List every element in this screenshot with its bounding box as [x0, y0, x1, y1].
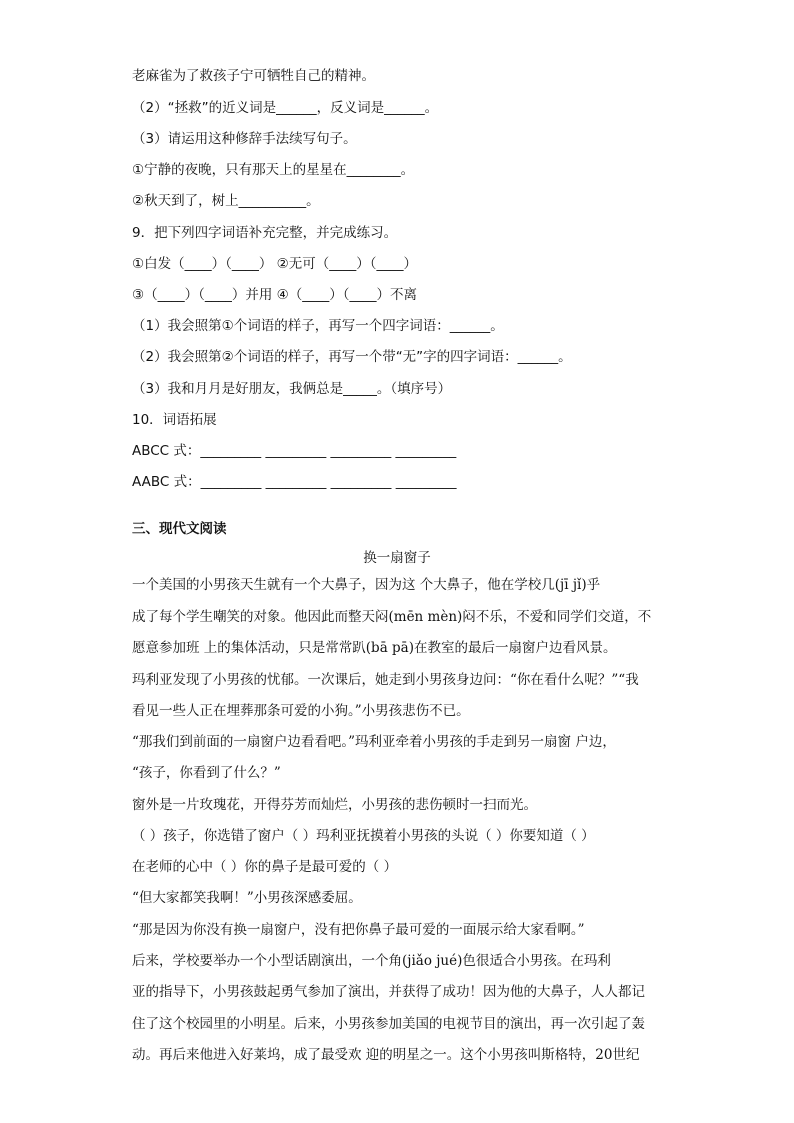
passage-title: 换一扇窗子: [363, 550, 431, 566]
passage-line: 玛利亚发现了小男孩的忧郁。一次课后，她走到小男孩身边问：“你在看什么呢？”“我: [132, 672, 639, 688]
passage-line: 一个美国的小男孩天生就有一个大鼻子，因为这 个大鼻子，他在学校几(jī jǐ)乎: [132, 577, 601, 593]
question-synonym: （2）“拯救”的近义词是______，反义词是______。: [132, 100, 439, 116]
idiom-row-2: ③（____）（____）并用 ④（____）（____）不离: [132, 287, 417, 303]
sentence-continue-1: ①宁静的夜晚，只有那天上的星星在________。: [132, 162, 415, 178]
passage-line: （ ）孩子，你选错了窗户（ ）玛利亚抚摸着小男孩的头说（ ）你要知道（ ）: [132, 828, 595, 844]
abcc-blanks: ABCC 式：_________ _________ _________ _________: [132, 443, 457, 459]
question-rhetoric: （3）请运用这种修辞手法续写句子。: [132, 131, 357, 147]
passage-line: 成了每个学生嘲笑的对象。他因此而整天闷(mēn mèn)闷不乐，不爱和同学们交道，不: [132, 609, 652, 625]
passage-line: “孩子，你看到了什么？”: [132, 765, 281, 781]
passage-line: 在老师的心中（ ）你的鼻子是最可爱的（ ）: [132, 859, 398, 875]
section-title: 三、现代文阅读: [132, 521, 227, 537]
idiom-question-3: （3）我和月月是好朋友，我俩总是_____。（填序号）: [132, 381, 452, 397]
passage-line: 愿意参加班 上的集体活动，只是常常趴(bā pā)在教室的最后一扇窗户边看风景。: [132, 640, 617, 656]
passage-line: 动。再后来他进入好莱坞，成了最受欢 迎的明星之一。这个小男孩叫斯格特，20世纪: [132, 1047, 640, 1063]
passage-line: 亚的指导下，小男孩鼓起勇气参加了演出，并获得了成功！因为他的大鼻子，人人都记: [132, 984, 645, 1000]
question-9-title: 9．把下列四字词语补充完整，并完成练习。: [132, 225, 398, 241]
text-line: 老麻雀为了救孩子宁可牺牲自己的精神。: [132, 68, 375, 84]
passage-line: “那我们到前面的一扇窗户边看看吧。”玛利亚牵着小男孩的手走到另一扇窗 户边，: [132, 734, 616, 750]
passage-line: “那是因为你没有换一扇窗户，没有把你鼻子最可爱的一面展示给大家看啊。”: [132, 922, 585, 938]
passage-line: 住了这个校园里的小明星。后来，小男孩参加美国的电视节目的演出，再一次引起了轰: [132, 1016, 645, 1032]
idiom-question-2: （2）我会照第②个词语的样子，再写一个带“无”字的四字词语：______。: [132, 349, 572, 365]
passage-line: 窗外是一片玫瑰花，开得芬芳而灿烂，小男孩的悲伤顿时一扫而光。: [132, 797, 537, 813]
idiom-question-1: （1）我会照第①个词语的样子，再写一个四字词语：______。: [132, 318, 504, 334]
question-10-title: 10．词语拓展: [132, 412, 217, 428]
passage-line: 看见一些人正在埋葬那条可爱的小狗。”小男孩悲伤不已。: [132, 703, 470, 719]
aabc-blanks: AABC 式：_________ _________ _________ _________: [132, 474, 457, 490]
passage-line: “但大家都笑我啊！”小男孩深感委屈。: [132, 890, 362, 906]
idiom-row-1: ①白发（____）（____） ②无可（____）（____）: [132, 256, 417, 272]
passage-line: 后来，学校要举办一个小型话剧演出，一个角(jiǎo jué)色很适合小男孩。在玛利: [132, 953, 611, 969]
sentence-continue-2: ②秋天到了，树上__________。: [132, 193, 320, 209]
